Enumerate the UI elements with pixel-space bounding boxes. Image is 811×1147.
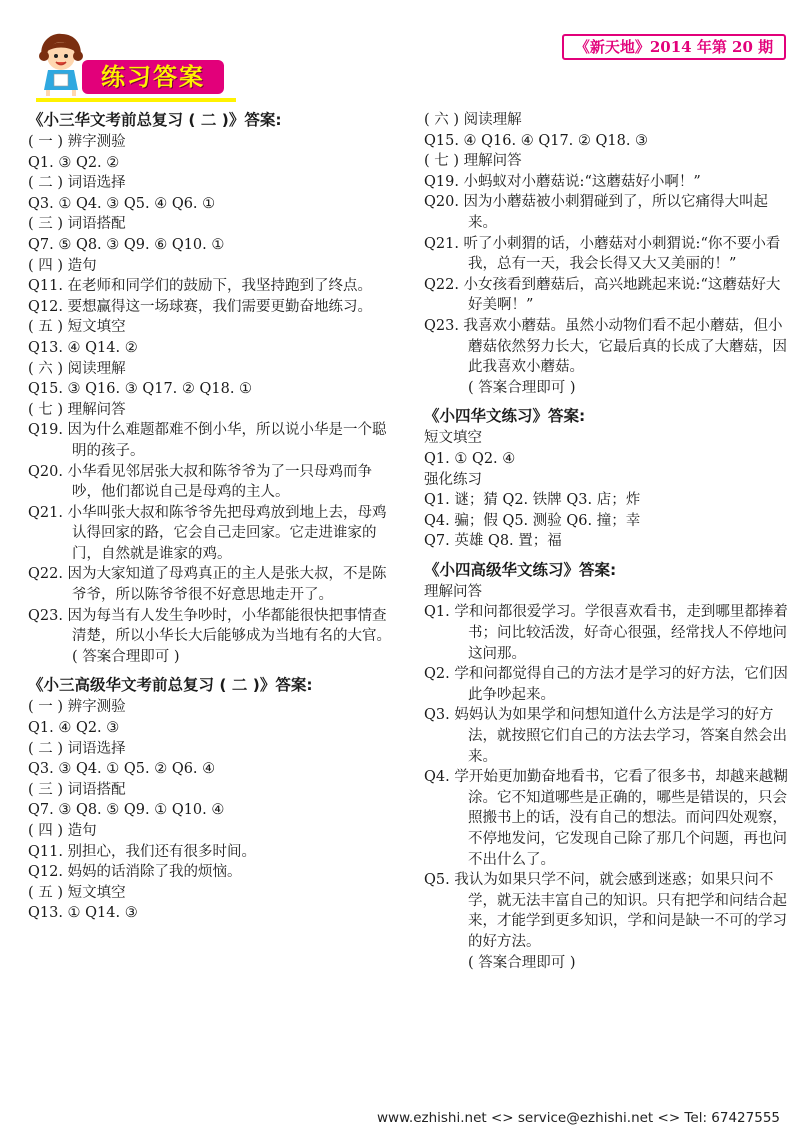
section-gap bbox=[28, 667, 398, 675]
answer-item: Q11. 在老师和同学们的鼓励下，我坚持跑到了终点。 bbox=[28, 278, 373, 295]
subsection-heading: ( 六 ) 阅读理解 bbox=[28, 360, 126, 377]
subsection-heading: 理解问答 bbox=[424, 583, 482, 600]
answer-item: Q19. 因为什么难题都难不倒小华，所以说小华是一个聪明的孩子。 bbox=[28, 422, 387, 459]
page-title: 练习答案 bbox=[101, 63, 205, 91]
subsection-heading: ( 三 ) 词语搭配 bbox=[28, 216, 126, 233]
footer-contact: www.ezhishi.net <> service@ezhishi.net <> Tel: 67427555 bbox=[377, 1110, 780, 1126]
answer-row: Q1. 谜；猜 Q2. 铁牌 Q3. 店；炸 bbox=[424, 492, 641, 509]
answer-item: Q1. 学和问都很爱学习。学很喜欢看书，走到哪里都捧着书；问比较活泼，好奇心很强，经常找人不停地问这问那。 bbox=[424, 604, 788, 662]
section-title: 《小三高级华文考前总复习 ( 二 )》答案: bbox=[28, 676, 313, 695]
subsection-heading: ( 七 ) 理解问答 bbox=[28, 401, 126, 418]
answer-note: ( 答案合理即可 ) bbox=[468, 954, 576, 971]
answer-row: Q7. 英雄 Q8. 置；福 bbox=[424, 533, 562, 550]
subsection-heading: ( 七 ) 理解问答 bbox=[424, 153, 522, 170]
answer-section bbox=[28, 675, 398, 924]
section-gap bbox=[424, 398, 790, 406]
subsection-heading: ( 五 ) 短文填空 bbox=[28, 884, 126, 901]
subsection-heading: 强化练习 bbox=[424, 471, 482, 488]
answer-item: Q19. 小蚂蚁对小蘑菇说:“这蘑菇好小啊！” bbox=[424, 173, 701, 190]
subsection-heading: ( 一 ) 辨字测验 bbox=[28, 134, 126, 150]
subsection-heading: ( 五 ) 短文填空 bbox=[28, 319, 126, 336]
answer-section bbox=[424, 110, 790, 398]
subsection-heading: 短文填空 bbox=[424, 430, 482, 447]
subsection-heading: ( 四 ) 造句 bbox=[28, 823, 97, 839]
answer-section bbox=[424, 406, 790, 552]
answer-row: Q7. ⑤ Q8. ③ Q9. ⑥ Q10. ① bbox=[28, 236, 225, 253]
answer-row: Q7. ③ Q8. ⑤ Q9. ① Q10. ④ bbox=[28, 802, 225, 819]
answer-row: Q15. ④ Q16. ④ Q17. ② Q18. ③ bbox=[424, 132, 649, 149]
right-column bbox=[424, 110, 790, 973]
answer-section bbox=[28, 110, 398, 667]
answer-note: ( 答案合理即可 ) bbox=[72, 648, 180, 665]
subsection-heading: ( 二 ) 词语选择 bbox=[28, 740, 126, 757]
subsection-heading: ( 三 ) 词语搭配 bbox=[28, 781, 126, 798]
answer-row: Q1. ③ Q2. ② bbox=[28, 154, 120, 171]
girl-mascot-icon bbox=[36, 32, 86, 98]
answer-row: Q4. 骗；假 Q5. 测验 Q6. 撞；幸 bbox=[424, 512, 641, 529]
issue-badge: 《新天地》2014 年第 20 期 bbox=[562, 34, 786, 60]
answer-row: Q3. ① Q4. ③ Q5. ④ Q6. ① bbox=[28, 195, 216, 212]
answer-item: Q12. 要想赢得这一场球赛，我们需要更勤奋地练习。 bbox=[28, 298, 373, 315]
answer-row: Q13. ④ Q14. ② bbox=[28, 339, 138, 356]
answer-item: Q3. 妈妈认为如果学和问想知道什么方法是学习的好方法，就按照它们自己的方法去学习，答案自然会出来。 bbox=[424, 707, 787, 765]
answer-row: Q3. ③ Q4. ① Q5. ② Q6. ④ bbox=[28, 761, 216, 778]
subsection-heading: ( 一 ) 辨字测验 bbox=[28, 699, 126, 716]
answer-item: Q11. 别担心，我们还有很多时间。 bbox=[28, 843, 257, 860]
answer-row: Q15. ③ Q16. ③ Q17. ② Q18. ① bbox=[28, 381, 253, 398]
answer-item: Q21. 小华叫张大叔和陈爷爷先把母鸡放到地上去，母鸡认得回家的路，它会自己走回家。它走进谁家的门，自然就是谁家的鸡。 bbox=[28, 504, 387, 562]
title-underline bbox=[36, 98, 236, 102]
section-title: 《小三华文考前总复习 ( 二 )》答案: bbox=[28, 111, 282, 129]
section-title: 《小四高级华文练习》答案: bbox=[424, 560, 617, 579]
section-title: 《小四华文练习》答案: bbox=[424, 407, 586, 426]
page-title-banner bbox=[82, 60, 224, 94]
answer-item: Q2. 学和问都觉得自己的方法才是学习的好方法，它们因此争吵起来。 bbox=[424, 666, 788, 703]
left-column bbox=[28, 110, 398, 924]
subsection-heading: ( 六 ) 阅读理解 bbox=[424, 112, 522, 128]
section-gap bbox=[424, 552, 790, 560]
answer-item: Q23. 因为每当有人发生争吵时，小华都能很快把事情查清楚，所以小华长大后能够成为当地有名的大官。 bbox=[28, 607, 391, 645]
answer-section bbox=[424, 560, 790, 973]
answer-row: Q1. ① Q2. ④ bbox=[424, 450, 516, 467]
answer-item: Q21. 听了小刺猬的话，小蘑菇对小刺猬说:“你不要小看我，总有一天，我会长得又大又美丽的！” bbox=[424, 235, 781, 273]
answer-item: Q23. 我喜欢小蘑菇。虽然小动物们看不起小蘑菇，但小蘑菇依然努力长大，它最后真的长成了大蘑菇，因此我喜欢小蘑菇。 bbox=[424, 317, 787, 376]
answer-item: Q22. 因为大家知道了母鸡真正的主人是张大叔，不是陈爷爷，所以陈爷爷很不好意思地走开了。 bbox=[28, 566, 387, 604]
answer-row: Q1. ④ Q2. ③ bbox=[28, 720, 120, 737]
subsection-heading: ( 二 ) 词语选择 bbox=[28, 175, 126, 192]
answer-item: Q12. 妈妈的话消除了我的烦恼。 bbox=[28, 864, 242, 881]
subsection-heading: ( 四 ) 造句 bbox=[28, 257, 97, 274]
answer-item: Q20. 小华看见邻居张大叔和陈爷爷为了一只母鸡而争吵，他们都说自己是母鸡的主人。 bbox=[28, 463, 373, 501]
answer-note: ( 答案合理即可 ) bbox=[468, 379, 576, 396]
answer-item: Q4. 学开始更加勤奋地看书，它看了很多书，却越来越糊涂。它不知道哪些是正确的，哪些是错误的，只会照搬书上的话，没有自己的想法。而问四处观察，不停地发问，它发现自己除了那几个问题，再也问不出什么了。 bbox=[424, 769, 788, 868]
answer-item: Q20. 因为小蘑菇被小刺猬碰到了，所以它痛得大叫起来。 bbox=[424, 194, 769, 231]
answer-item: Q5. 我认为如果只学不问，就会感到迷惑；如果只问不学，就无法丰富自己的知识。只有把学和问结合起来，才能学到更多知识，学和问是缺一不可的学习的好方法。 bbox=[424, 872, 787, 950]
answer-row: Q13. ① Q14. ③ bbox=[28, 905, 138, 922]
answer-item: Q22. 小女孩看到蘑菇后，高兴地跳起来说:“这蘑菇好大好美啊！” bbox=[424, 276, 781, 314]
